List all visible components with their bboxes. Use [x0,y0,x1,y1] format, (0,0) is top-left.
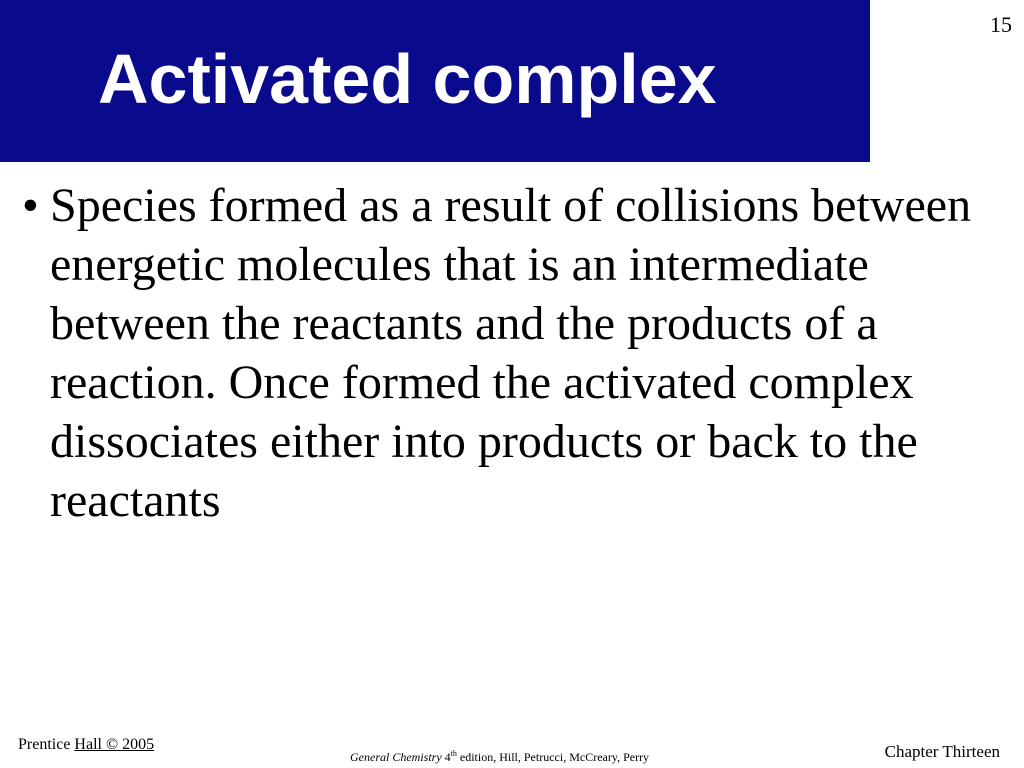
footer-publisher [18,736,154,754]
footer-edition-suffix: th [450,749,457,758]
footer-book-title: General Chemistry [350,750,442,764]
footer-publisher-prefix: Prentice [18,736,71,753]
bullet-item [20,176,990,530]
slide-title: Activated complex [98,40,717,118]
footer-edition-number: 4 [444,750,451,764]
page-number: 15 [990,12,1012,37]
footer-edition-rest: edition, Hill, Petrucci, McCreary, Perry [459,750,650,764]
footer-citation [350,749,649,765]
bullet-marker: • [22,179,39,232]
bullet-text: Species formed as a result of collisions between energetic molecules that is an intermediate between the reactants and the products of a reaction. Once formed the activated complex dissociates either into products or back to the reactants [50,179,972,527]
bullet-list [20,176,990,530]
title-bar [0,0,870,162]
footer-chapter: Chapter Thirteen [884,742,1000,761]
footer-publisher-copyright: Hall © 2005 [74,736,155,753]
